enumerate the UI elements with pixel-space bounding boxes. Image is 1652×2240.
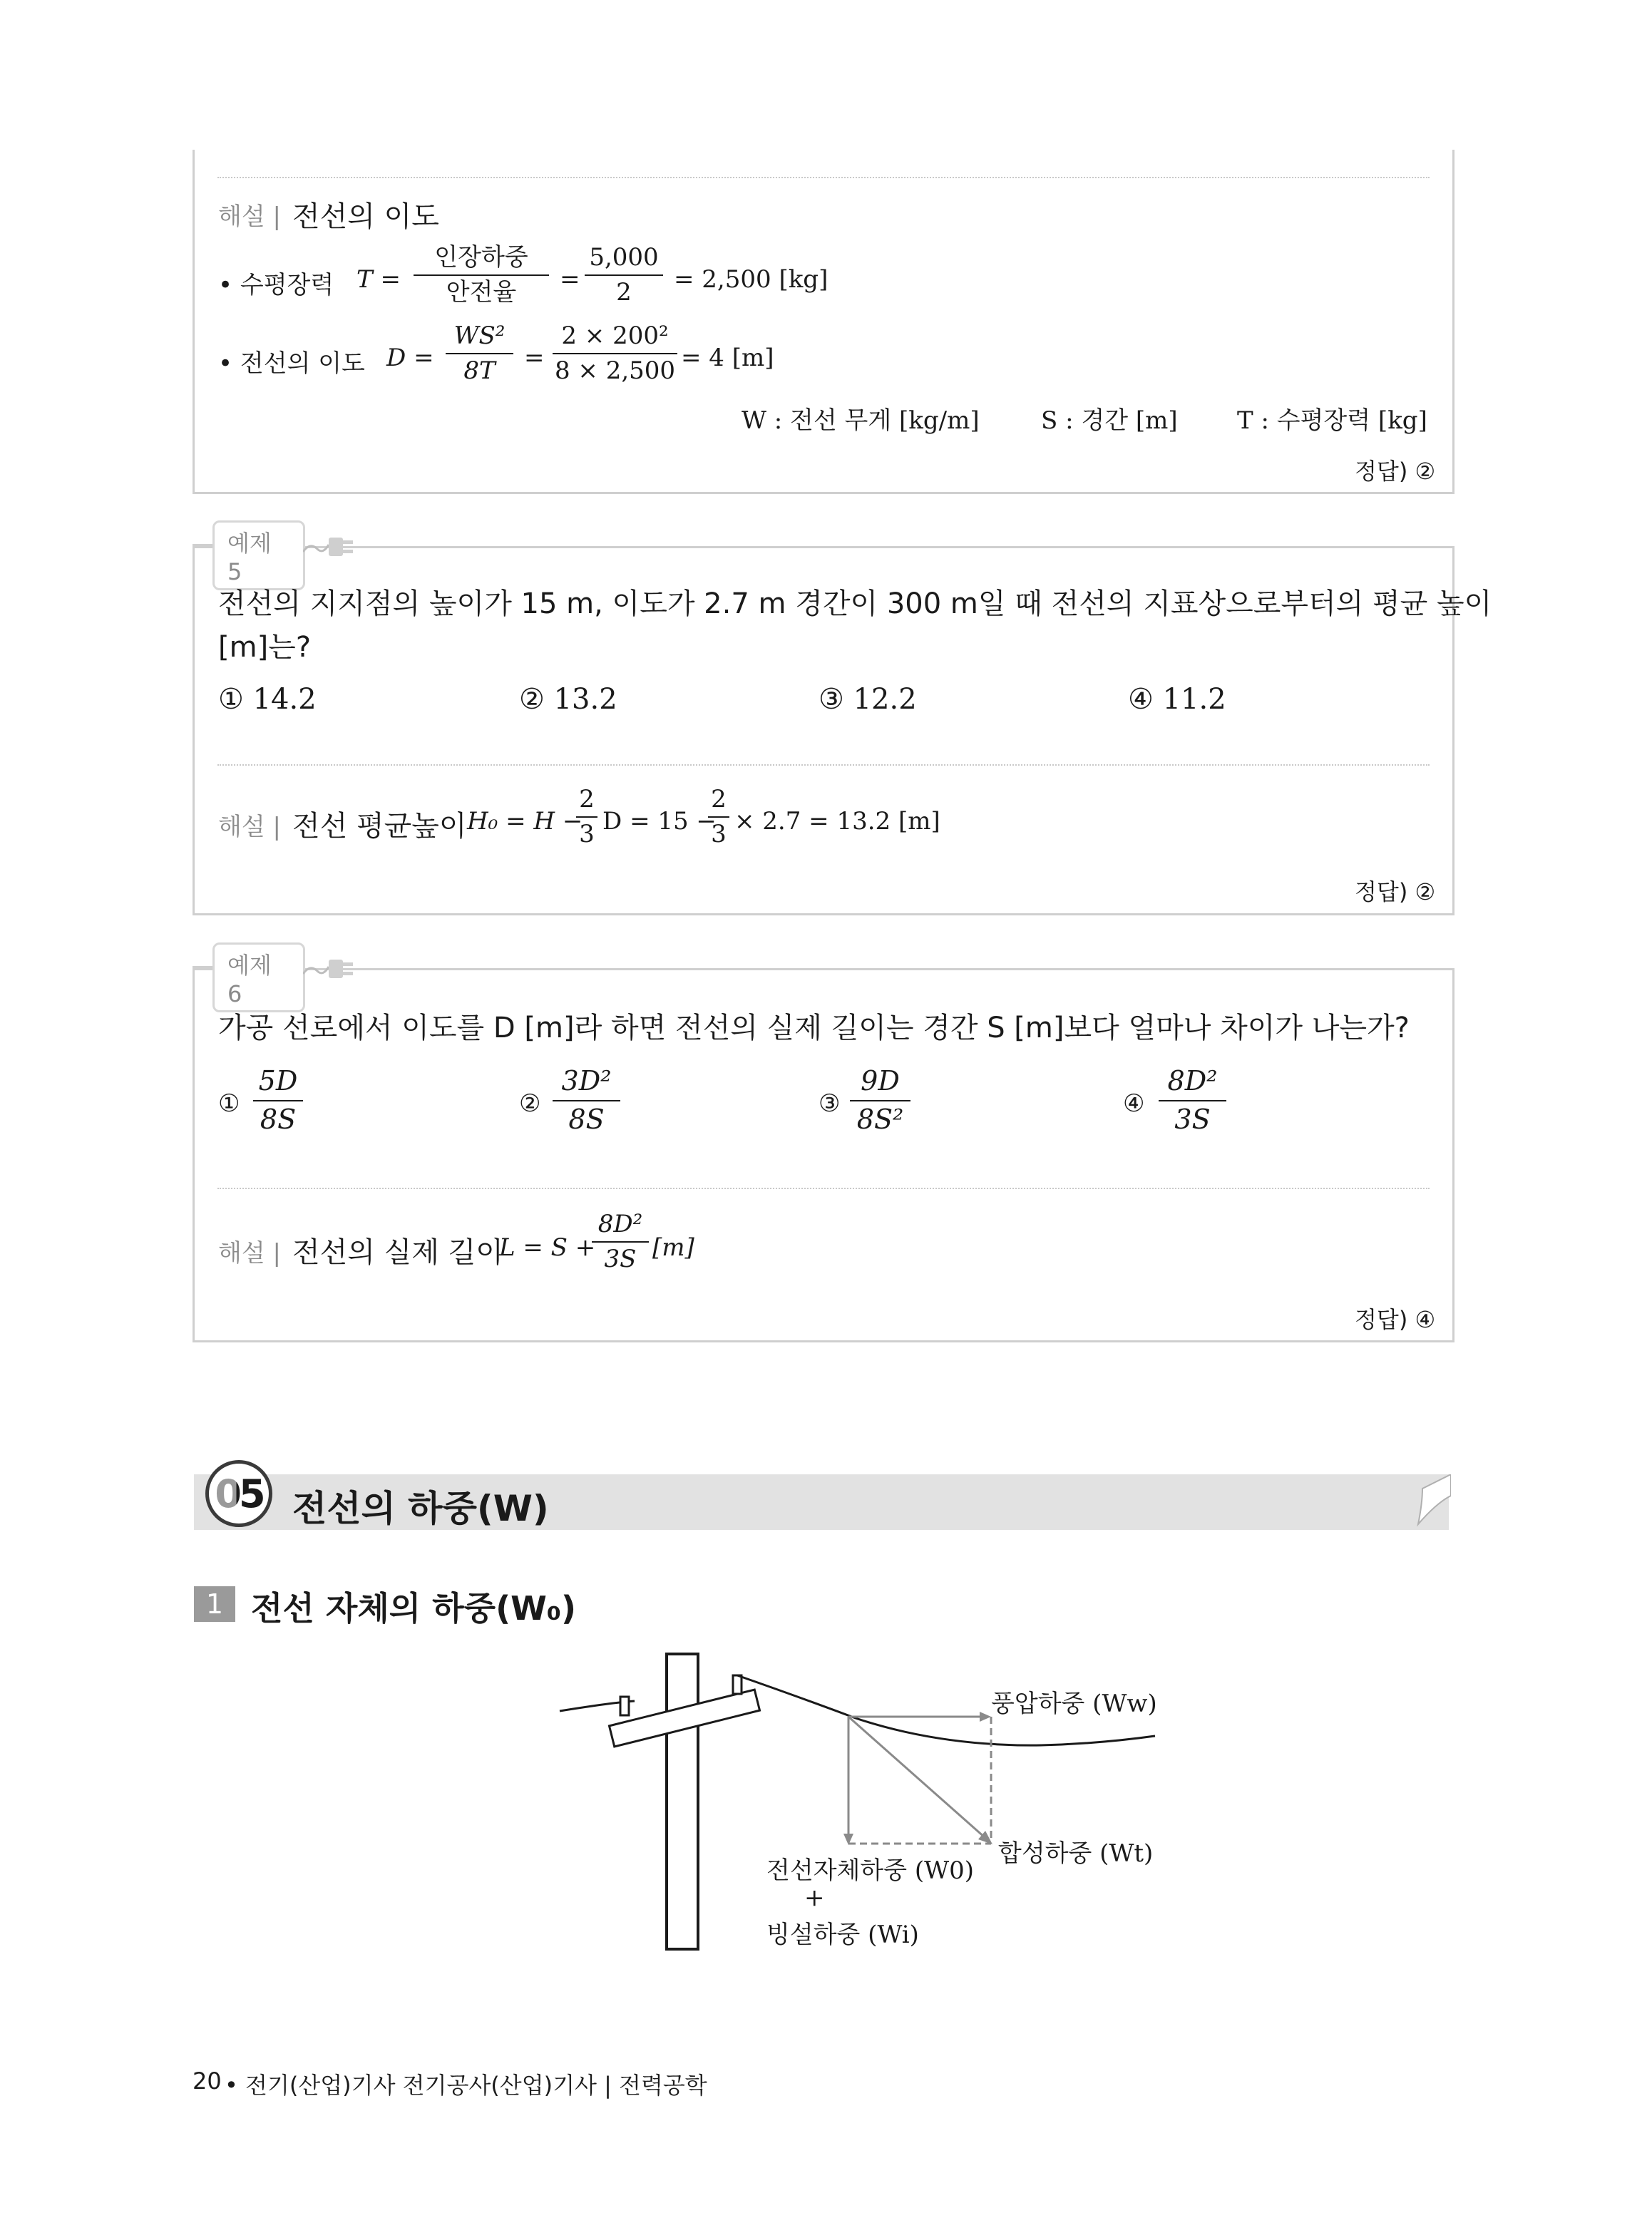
fraction-denominator: 8S bbox=[568, 1103, 605, 1135]
fraction-denominator: 8S bbox=[260, 1103, 297, 1135]
sag-lhs: D = bbox=[386, 344, 434, 372]
page-number: 20 bbox=[193, 2067, 222, 2095]
fraction-bar bbox=[585, 274, 663, 276]
choice-mark-1[interactable]: ① bbox=[218, 1089, 240, 1118]
fraction-denominator: 3 bbox=[579, 820, 595, 849]
fraction-denominator: 3S bbox=[1174, 1103, 1211, 1135]
insulator-left bbox=[620, 1697, 629, 1715]
fraction-numerator: 2 × 200² bbox=[561, 322, 669, 350]
solution-unit: [m] bbox=[652, 1233, 694, 1262]
subsection-number-box bbox=[194, 1586, 235, 1622]
solution-result: × 2.7 = 13.2 [m] bbox=[734, 807, 940, 836]
fraction-bar bbox=[553, 353, 677, 354]
fraction-denominator: 8 × 2,500 bbox=[554, 356, 676, 386]
choice-2[interactable]: ② 13.2 bbox=[519, 683, 617, 716]
solution-mid: D = 15 − bbox=[602, 807, 717, 836]
example-5-tab: 예제 5 bbox=[212, 520, 305, 590]
choice-3-fraction[interactable] bbox=[850, 1066, 910, 1135]
footer-text: • 전기(산업)기사 전기공사(산업)기사 | 전력공학 bbox=[225, 2072, 707, 2099]
plug-icon bbox=[303, 528, 367, 563]
fraction-denominator: 8T bbox=[463, 356, 496, 386]
plug-icon bbox=[303, 950, 367, 985]
legend-t: T : 수평장력 [kg] bbox=[1237, 406, 1427, 435]
answer: 정답) ② bbox=[1355, 878, 1436, 905]
choice-3[interactable]: ③ 12.2 bbox=[819, 683, 917, 716]
solution-label: 해설 | bbox=[218, 1239, 281, 1268]
choice-1-fraction[interactable] bbox=[253, 1066, 303, 1135]
divider bbox=[217, 764, 1430, 766]
fraction-denominator: 3 bbox=[711, 820, 727, 849]
fraction-denominator: 3S bbox=[604, 1245, 637, 1274]
page-curl-icon bbox=[1408, 1474, 1451, 1531]
choice-mark-3[interactable]: ③ bbox=[819, 1089, 841, 1118]
legend-w: W : 전선 무게 [kg/m] bbox=[742, 406, 980, 435]
answer: 정답) ② bbox=[1355, 458, 1436, 485]
fraction-bar bbox=[850, 1100, 910, 1101]
example-6-tab: 예제 6 bbox=[212, 942, 305, 1012]
tab-line bbox=[193, 966, 214, 968]
subsection-title: 전선 자체의 하중(W₀) bbox=[251, 1589, 577, 1628]
section-number: 05 bbox=[215, 1471, 263, 1516]
equals-sign: = bbox=[524, 344, 545, 372]
fraction-bar bbox=[576, 816, 597, 818]
tension-lhs: T = bbox=[356, 265, 401, 294]
fraction-bar bbox=[446, 353, 513, 354]
question-line-1: 전선의 지지점의 높이가 15 m, 이도가 2.7 m 경간이 300 m일 때 전선의 지표상으로부터의 평균 높이 bbox=[218, 587, 1492, 620]
fraction-denominator: 8S² bbox=[856, 1103, 904, 1135]
solution-fraction bbox=[592, 1211, 649, 1273]
question: 가공 선로에서 이도를 D [m]라 하면 전선의 실제 길이는 경간 S [m]보다 얼마나 차이가 나는가? bbox=[218, 1012, 1410, 1044]
divider bbox=[217, 177, 1430, 178]
solution-label: 해설 | bbox=[218, 813, 281, 841]
fraction-numerator: 3D² bbox=[561, 1065, 612, 1096]
solution-label: 해설 | bbox=[218, 202, 281, 231]
utility-pole bbox=[667, 1654, 698, 1949]
tension-fraction-2 bbox=[585, 244, 663, 307]
choice-4-fraction[interactable] bbox=[1159, 1066, 1226, 1135]
solution-fraction-1 bbox=[576, 786, 597, 848]
choice-mark-2[interactable]: ② bbox=[519, 1089, 541, 1118]
tension-fraction-1 bbox=[414, 244, 549, 307]
sag-fraction-2 bbox=[553, 322, 677, 385]
tension-result: = 2,500 [kg] bbox=[674, 265, 828, 294]
tab-line bbox=[193, 544, 214, 546]
fraction-bar bbox=[553, 1100, 620, 1101]
subsection-number: 1 bbox=[205, 1588, 224, 1620]
solution-title: 전선의 이도 bbox=[292, 200, 439, 233]
solution-text: 전선 평균높이 bbox=[292, 810, 467, 843]
solution-lhs: L = S + bbox=[499, 1233, 596, 1262]
fraction-denominator: 2 bbox=[616, 278, 632, 307]
fraction-bar bbox=[253, 1100, 303, 1101]
self-load-label: 전선자체하중 (W0) bbox=[766, 1856, 974, 1885]
fraction-bar bbox=[414, 274, 549, 276]
choice-4[interactable]: ④ 11.2 bbox=[1128, 683, 1226, 716]
wind-load-label: 풍압하중 (Ww) bbox=[991, 1690, 1157, 1718]
sag-fraction-1 bbox=[446, 322, 513, 385]
equals-sign: = bbox=[560, 265, 580, 294]
fraction-numerator: 5D bbox=[258, 1065, 298, 1096]
fraction-bar bbox=[592, 1241, 649, 1243]
resultant-load-label: 합성하중 (Wt) bbox=[998, 1839, 1154, 1868]
legend-s: S : 경간 [m] bbox=[1041, 406, 1178, 435]
tension-label: • 수평장력 bbox=[218, 271, 334, 299]
fraction-numerator: 5,000 bbox=[589, 243, 659, 272]
fraction-bar bbox=[1159, 1100, 1226, 1101]
divider bbox=[217, 1188, 1430, 1189]
choice-1[interactable]: ① 14.2 bbox=[218, 683, 317, 716]
fraction-numerator: WS² bbox=[453, 322, 506, 350]
question-line-2: [m]는? bbox=[218, 631, 312, 664]
fraction-numerator: 2 bbox=[711, 785, 727, 813]
fraction-numerator: 8D² bbox=[1167, 1065, 1218, 1096]
fraction-numerator: 9D bbox=[861, 1065, 900, 1096]
solution-text: 전선의 실제 길이 bbox=[292, 1236, 503, 1269]
ice-load-label: 빙설하중 (Wi) bbox=[766, 1921, 919, 1949]
fraction-denominator: 안전율 bbox=[446, 278, 517, 307]
section-title: 전선의 하중(W) bbox=[292, 1488, 549, 1529]
plus-sign: + bbox=[804, 1884, 825, 1912]
fraction-bar bbox=[708, 816, 729, 818]
section-number-badge bbox=[205, 1460, 272, 1527]
solution-lhs: H₀ = H − bbox=[467, 807, 583, 836]
fraction-numerator: 인장하중 bbox=[434, 243, 528, 272]
sag-label: • 전선의 이도 bbox=[218, 349, 365, 378]
sag-result: = 4 [m] bbox=[681, 344, 774, 372]
choice-2-fraction[interactable] bbox=[553, 1066, 620, 1135]
solution-fraction-2 bbox=[708, 786, 729, 848]
fraction-numerator: 2 bbox=[579, 785, 595, 813]
fraction-numerator: 8D² bbox=[597, 1210, 643, 1238]
choice-mark-4[interactable]: ④ bbox=[1123, 1089, 1145, 1118]
answer: 정답) ④ bbox=[1355, 1306, 1436, 1333]
arrow-head bbox=[980, 1712, 991, 1722]
insulator-right bbox=[733, 1675, 742, 1694]
